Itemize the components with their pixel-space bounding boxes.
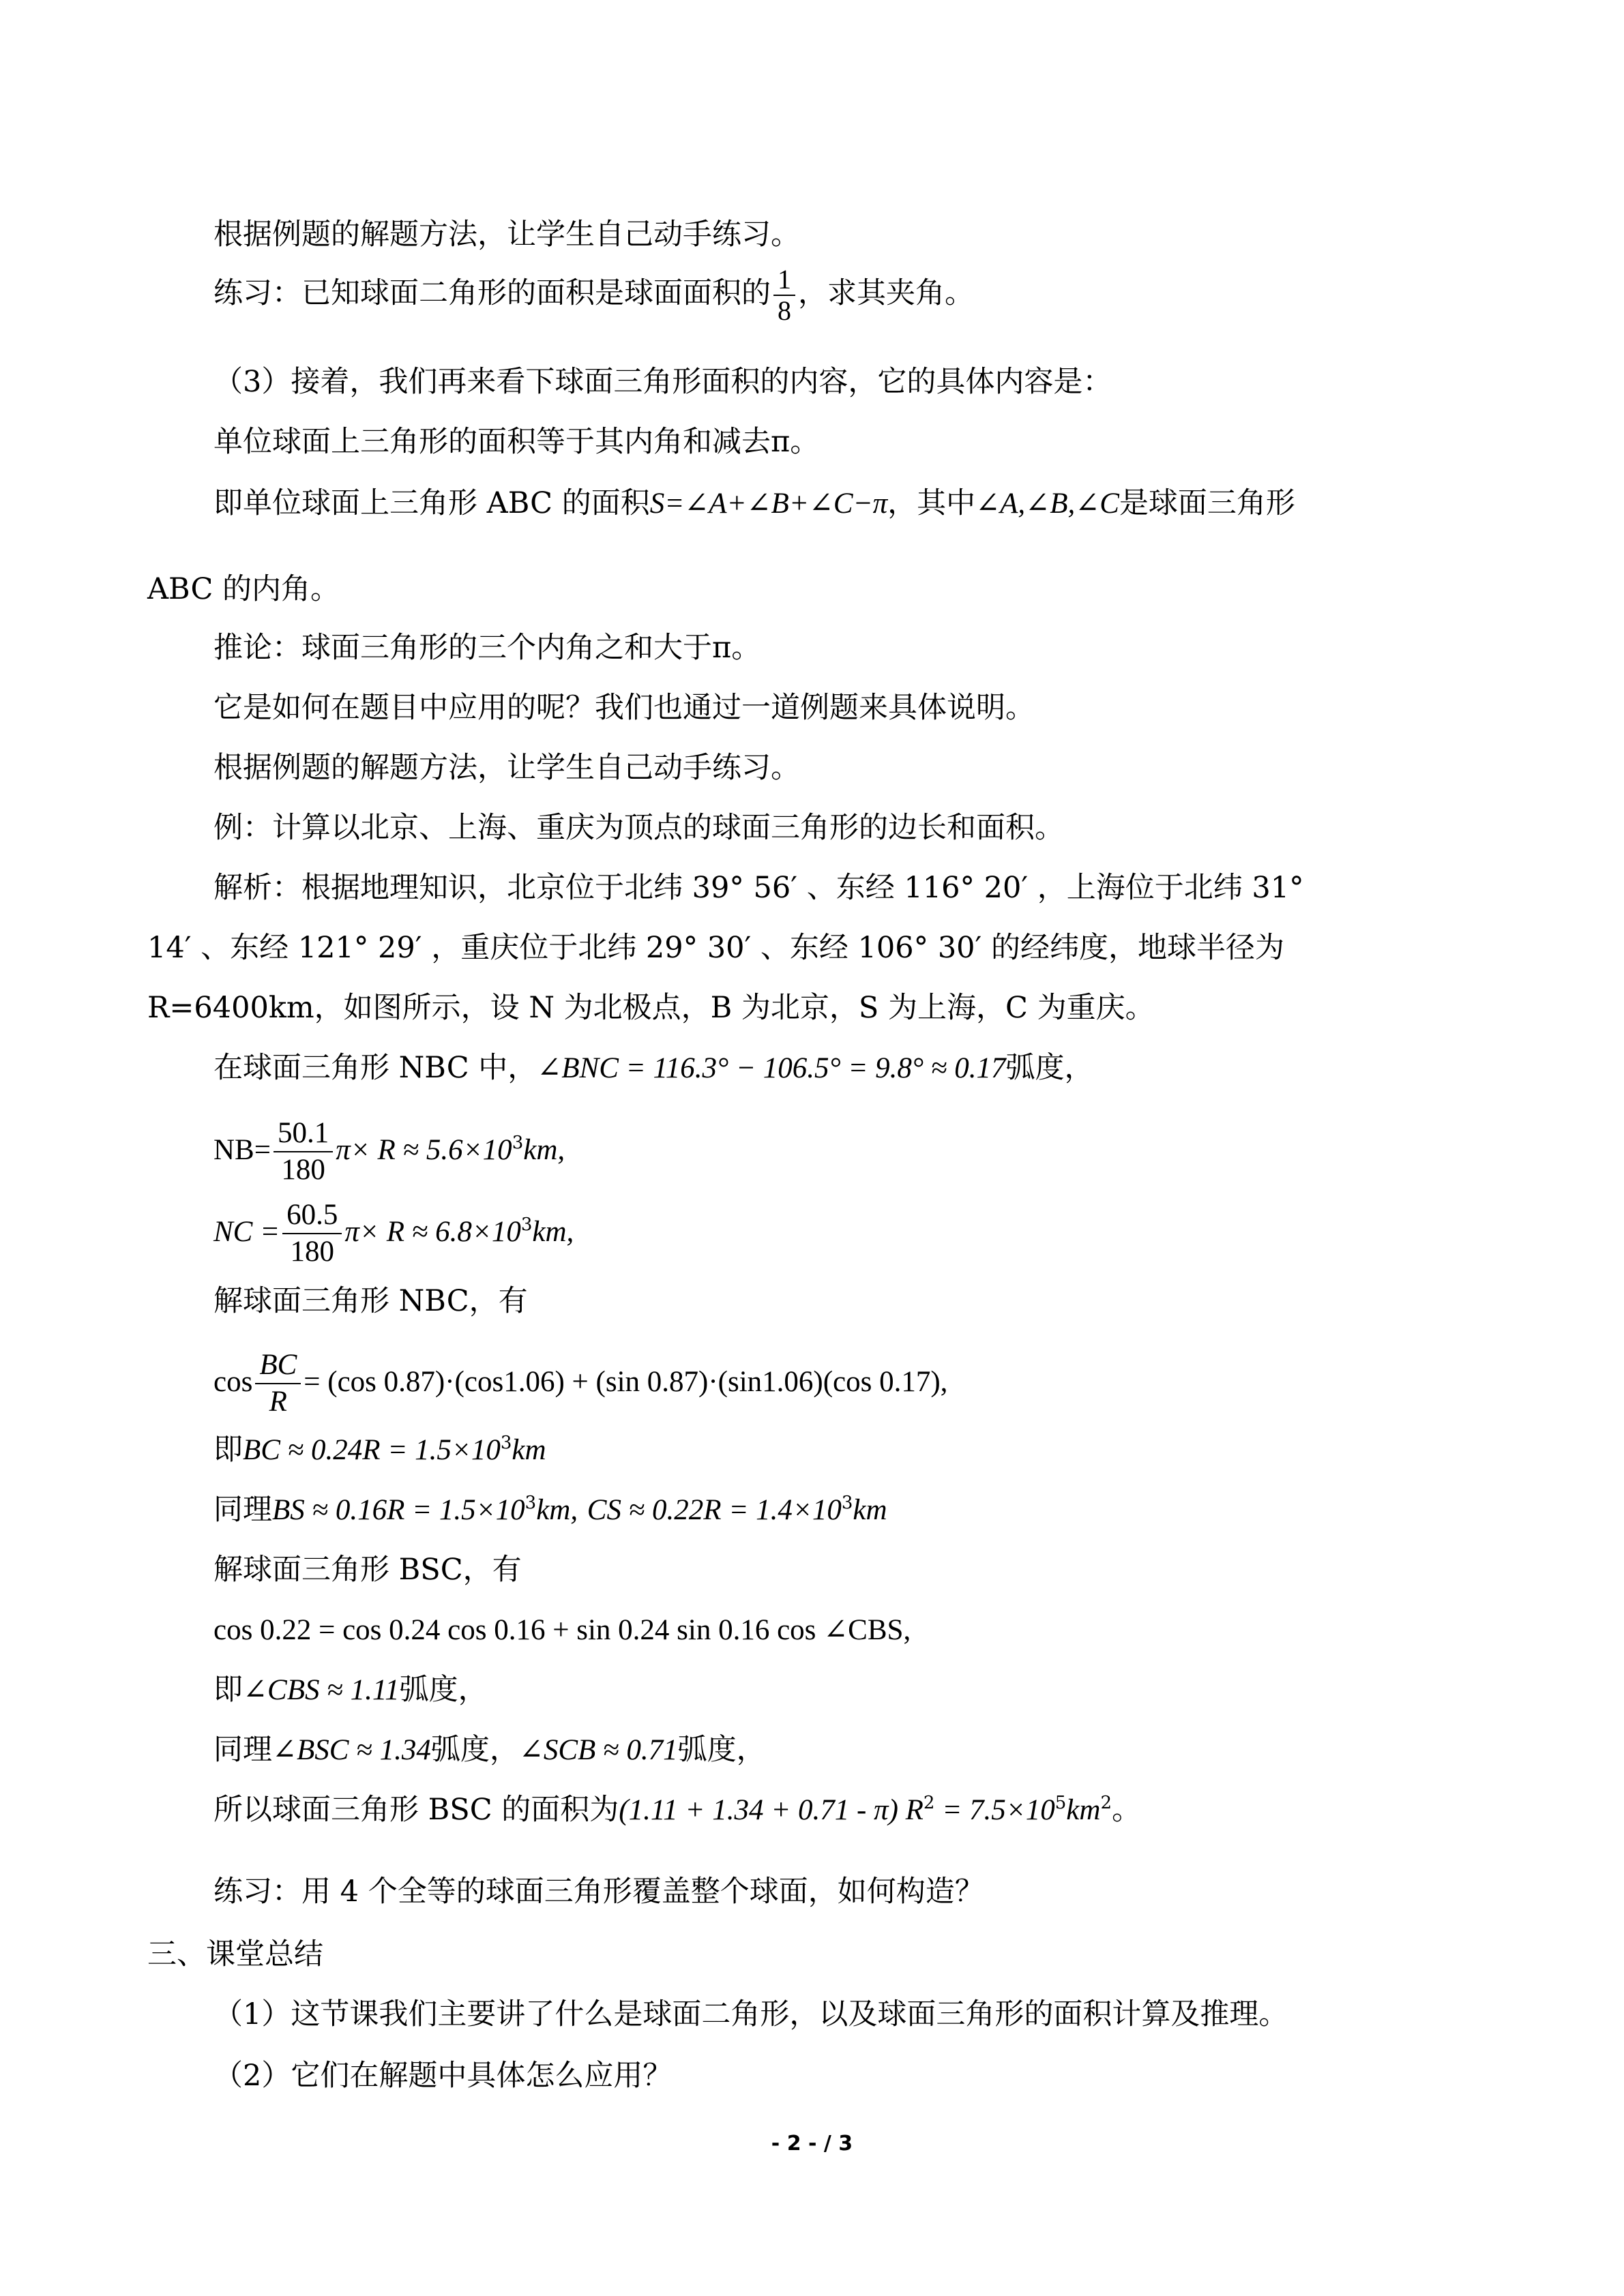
fraction-denominator: 8 — [778, 295, 791, 326]
fraction-denominator: R — [269, 1386, 287, 1418]
formula-angle-cbs: ∠CBS ≈ 1.11 — [243, 1674, 400, 1706]
formula-angle-bsc: ∠BSC ≈ 1.34 — [272, 1734, 431, 1766]
text: 弧度， — [677, 1733, 766, 1767]
formula-line-cbs — [213, 1671, 488, 1710]
formula-unit: km, — [536, 1494, 578, 1526]
text: 同理 — [213, 1733, 272, 1767]
text: 练习：已知球面二角形的面积是球面面积的 — [213, 276, 771, 310]
fraction-numerator: 50.1 — [274, 1116, 333, 1152]
text: ，其中 — [887, 486, 976, 520]
formula-cos: cos — [213, 1366, 253, 1398]
formula-angles: ∠A,∠B,∠C — [975, 488, 1119, 520]
paragraph-solve-bsc: 解球面三角形 BSC，有 — [213, 1553, 522, 1587]
fraction-numerator: 60.5 — [282, 1197, 342, 1234]
formula-angle-bnc: ∠BNC = 116.3° − 106.5° = 9.8° ≈ 0.17 — [537, 1052, 1006, 1084]
formula-unit: km — [853, 1494, 887, 1526]
fraction-numerator: 1 — [773, 265, 795, 296]
formula-bc: BC ≈ 0.24R = 1.5×10 — [243, 1434, 501, 1466]
exponent: 3 — [520, 1214, 533, 1235]
text: 所以球面三角形 BSC 的面积为 — [213, 1793, 619, 1827]
paragraph-triangle-area-intro: （3）接着，我们再来看下球面三角形面积的内容，它的具体内容是： — [213, 365, 1112, 399]
formula-lhs: NC = — [213, 1216, 280, 1248]
paragraph-summary-2: （2）它们在解题中具体怎么应用？ — [213, 2059, 673, 2093]
fraction-bc-over-r — [255, 1347, 301, 1420]
exponent: 2 — [1100, 1793, 1112, 1813]
paragraph-triangle-area-formula — [213, 484, 1295, 523]
paragraph-practice-intro-2: 根据例题的解题方法，让学生自己动手练习。 — [213, 751, 800, 785]
formula-cos-law: cos 0.22 = cos 0.24 cos 0.16 + sin 0.24 sin 0.16 cos ∠CBS, — [213, 1614, 911, 1646]
exponent: 3 — [525, 1493, 537, 1513]
text: 。 — [1111, 1793, 1141, 1827]
text: 在球面三角形 NBC 中， — [213, 1051, 537, 1085]
exponent: 3 — [500, 1433, 512, 1453]
paragraph-practice-intro-1: 根据例题的解题方法，让学生自己动手练习。 — [213, 218, 800, 252]
formula-line-bnc — [213, 1049, 1093, 1088]
formula-unit: km, — [532, 1216, 574, 1248]
text: 弧度， — [430, 1733, 519, 1767]
paragraph-solve-nbc: 解球面三角形 NBC，有 — [213, 1284, 528, 1318]
fraction-denominator: 180 — [281, 1154, 325, 1186]
formula-area: S=∠A+∠B+∠C−π — [649, 488, 888, 520]
paragraph-solution-2: 14′ 、东经 121° 29′ ，重庆位于北纬 29° 30′ 、东经 106° 30′ 的经纬度，地球半径为 — [147, 931, 1284, 965]
formula-angle-scb: ∠SCB ≈ 0.71 — [518, 1734, 678, 1766]
formula-unit: km — [512, 1434, 546, 1466]
paragraph-corollary: 推论：球面三角形的三个内角之和大于π。 — [213, 631, 761, 665]
formula-lhs: NB= — [213, 1134, 271, 1166]
exponent: 5 — [1054, 1793, 1067, 1813]
text: 即 — [213, 1433, 243, 1467]
page-number: - 2 - / 3 — [771, 2132, 853, 2156]
text: 即 — [213, 1673, 243, 1707]
section-heading-summary: 三、课堂总结 — [147, 1937, 323, 1971]
text: 同理 — [213, 1493, 272, 1527]
formula-area-value: = 7.5×10 — [934, 1794, 1055, 1826]
formula-unit: km, — [523, 1134, 565, 1166]
paragraph-solution-3: R=6400km，如图所示，设 N 为北极点，B 为北京，S 为上海，C 为重庆。 — [147, 991, 1155, 1025]
fraction-nc — [282, 1197, 342, 1270]
exponent: 2 — [923, 1793, 935, 1813]
text: 是球面三角形 — [1119, 486, 1295, 520]
paragraph-practice-cover: 练习：用 4 个全等的球面三角形覆盖整个球面，如何构造？ — [213, 1875, 984, 1909]
text: 即单位球面上三角形 ABC 的面积 — [213, 486, 650, 520]
formula-line-bc — [213, 1431, 546, 1470]
formula-line-bs-cs — [213, 1491, 887, 1530]
formula-unit: km — [1066, 1794, 1101, 1826]
fraction-numerator: BC — [255, 1347, 301, 1384]
formula-cs: CS ≈ 0.22R = 1.4×10 — [587, 1494, 842, 1526]
paragraph-example: 例：计算以北京、上海、重庆为顶点的球面三角形的边长和面积。 — [213, 811, 1064, 845]
exponent: 3 — [512, 1133, 524, 1153]
formula-rhs: π× R ≈ 5.6×10 — [336, 1134, 512, 1166]
formula-line-nb — [213, 1116, 565, 1188]
formula-rhs: = (cos 0.87)·(cos1.06) + (sin 0.87)·(sin1.06)(cos 0.17), — [304, 1366, 948, 1398]
paragraph-practice-lune — [213, 265, 974, 326]
paragraph-application: 它是如何在题目中应用的呢？我们也通过一道例题来具体说明。 — [213, 691, 1035, 725]
text: 弧度， — [399, 1673, 488, 1707]
formula-bs: BS ≈ 0.16R = 1.5×10 — [272, 1494, 525, 1526]
paragraph-triangle-area-theorem: 单位球面上三角形的面积等于其内角和减去π。 — [213, 425, 820, 459]
fraction-one-eighth — [773, 265, 795, 326]
exponent: 3 — [841, 1493, 853, 1513]
formula-line-nc — [213, 1197, 574, 1270]
text: ，求其夹角。 — [798, 276, 974, 310]
fraction-nb — [274, 1116, 333, 1188]
paragraph-triangle-area-continued: ABC 的内角。 — [147, 572, 340, 606]
formula-line-bsc-scb — [213, 1731, 766, 1770]
formula-line-cos-022 — [213, 1611, 911, 1650]
formula-line-cos-bc — [213, 1347, 947, 1420]
formula-area-bsc: (1.11 + 1.34 + 0.71 - π) R — [619, 1794, 924, 1826]
formula-line-area-bsc — [213, 1791, 1141, 1830]
text: 弧度， — [1005, 1051, 1094, 1085]
paragraph-solution-1: 解析：根据地理知识，北京位于北纬 39° 56′ 、东经 116° 20′ ，上海位于北纬 31° — [213, 871, 1304, 905]
fraction-denominator: 180 — [290, 1236, 335, 1268]
formula-rhs: π× R ≈ 6.8×10 — [344, 1216, 521, 1248]
paragraph-summary-1: （1）这节课我们主要讲了什么是球面二角形，以及球面三角形的面积计算及推理。 — [213, 1997, 1288, 2031]
